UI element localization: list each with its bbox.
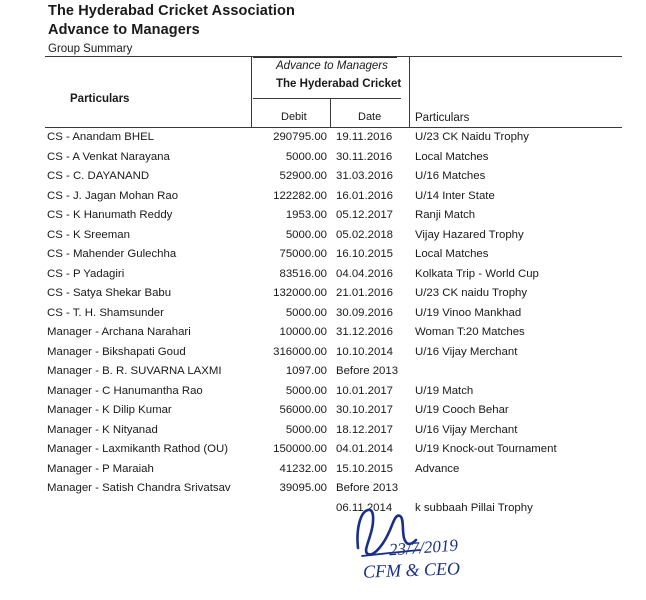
column-header-date: Date [358,111,382,123]
table-row [0,385,646,405]
cell-particulars-right: U/16 Vijay Merchant [415,423,518,436]
cell-particulars-right: k subbaah Pillai Trophy [415,501,533,514]
column-divider-middle [330,98,331,128]
table-row [0,443,646,463]
cell-date: 16.10.2015 [336,248,394,260]
cell-particulars-right: Local Matches [415,248,489,260]
cell-date: 31.12.2016 [336,326,394,338]
table-row [0,424,646,444]
cell-date: 16.01.2016 [336,189,394,202]
cell-date: 19.11.2016 [336,131,393,143]
cell-date: 30.09.2016 [336,306,394,319]
cell-debit: 1097.00 [285,365,327,377]
cell-debit: 316000.00 [273,345,327,358]
cell-particulars: CS - Satya Shekar Babu [47,287,172,299]
cell-debit: 5000.00 [285,423,327,436]
header-group-rule [253,57,397,58]
cell-particulars: Manager - Satish Chandra Srivatsav [47,482,231,494]
signature-role: CFM & CEO [362,558,461,582]
header-group-bold: The Hyderabad Cricket [276,78,402,90]
cell-particulars-right: Woman T:20 Matches [415,326,525,338]
cell-particulars-right: U/14 Inter State [415,189,495,202]
cell-debit: 5000.00 [285,384,327,397]
cell-particulars-right: Ranji Match [415,209,476,221]
cell-debit: 122282.00 [273,189,327,202]
cell-particulars-right: U/16 Matches [415,170,486,182]
cell-date: 30.10.2017 [336,404,394,416]
cell-particulars: CS - Anandam BHEL [47,131,154,143]
column-header-particulars-right: Particulars [415,112,470,124]
cell-debit: 39095.00 [279,482,327,494]
cell-date: 15.10.2015 [336,462,394,475]
cell-particulars: Manager - Laxmikanth Rathod (OU) [47,443,229,455]
table-row [0,209,646,229]
cell-particulars-right: Kolkata Trip - World Cup [415,267,539,280]
cell-particulars: CS - J. Jagan Mohan Rao [47,189,179,202]
cell-debit: 75000.00 [279,248,327,260]
cell-particulars-right: U/23 CK naidu Trophy [415,287,528,299]
cell-particulars: Manager - B. R. SUVARNA LAXMI [47,365,222,377]
cell-debit: 5000.00 [285,306,327,319]
cell-particulars: Manager - K Nityanad [47,423,158,436]
table-row [0,307,646,327]
table-row [0,131,646,151]
cell-particulars: Manager - C Hanumantha Rao [47,384,203,397]
header-bottom-rule [45,127,622,128]
table-row [0,326,646,346]
cell-date: 06.11.2014 [336,501,393,514]
cell-particulars-right: Advance [415,462,460,475]
cell-date: 21.01.2016 [336,287,394,299]
cell-date: 31.03.2016 [336,170,394,182]
cell-particulars-right: U/19 Match [415,384,474,397]
cell-date: 05.02.2018 [336,228,394,241]
cell-date: 04.04.2016 [336,267,394,280]
cell-debit: 1953.00 [285,209,327,221]
table-row [0,463,646,483]
cell-date: 04.01.2014 [336,443,394,455]
table-row [0,404,646,424]
cell-particulars: CS - T. H. Shamsunder [47,306,164,319]
cell-debit: 10000.00 [279,326,327,338]
column-divider-left [251,57,252,128]
cell-particulars-right: U/16 Vijay Merchant [415,345,518,358]
cell-debit: 150000.00 [273,443,327,455]
header-subrule [253,98,401,99]
table-row [0,268,646,288]
page-title: Advance to Managers [48,22,200,38]
cell-particulars: Manager - K Dilip Kumar [47,404,172,416]
cell-date: 05.12.2017 [336,209,394,221]
cell-debit: 5000.00 [285,228,327,241]
table-row [0,151,646,171]
column-header-debit: Debit [281,111,307,123]
cell-particulars: Manager - Archana Narahari [47,326,191,338]
cell-particulars-right: U/19 Vinoo Mankhad [415,306,522,319]
cell-debit: 56000.00 [279,404,327,416]
table-body [0,131,646,521]
cell-particulars-right: U/19 Knock-out Tournament [415,443,557,455]
column-header-particulars: Particulars [70,93,130,105]
cell-debit: 52900.00 [279,170,327,182]
cell-particulars: Manager - Bikshapati Goud [47,345,186,358]
table-row [0,248,646,268]
cell-debit: 132000.00 [273,287,327,299]
cell-particulars-right: Local Matches [415,150,489,163]
column-divider-right [409,57,410,128]
table-row [0,170,646,190]
document-subtitle: Group Summary [48,43,133,55]
cell-debit: 41232.00 [279,462,327,475]
table-row [0,287,646,307]
cell-particulars: Manager - P Maraiah [47,462,154,475]
cell-particulars: CS - C. DAYANAND [47,170,150,182]
cell-particulars-right: U/19 Cooch Behar [415,404,509,416]
cell-date: Before 2013 [336,365,399,377]
cell-particulars: CS - P Yadagiri [47,267,125,280]
cell-particulars: CS - Mahender Gulechha [47,248,177,260]
cell-date: 10.01.2017 [336,384,394,397]
cell-particulars: CS - K Hanumath Reddy [47,209,173,221]
cell-date: 10.10.2014 [336,345,394,358]
cell-particulars: CS - K Sreeman [47,228,130,241]
table-row [0,229,646,249]
header-group-italic: Advance to Managers [276,60,388,72]
cell-date: Before 2013 [336,482,399,494]
table-row [0,190,646,210]
cell-debit: 5000.00 [285,150,327,163]
table-row [0,365,646,385]
table-row [0,346,646,366]
signature-block [345,500,575,595]
cell-date: 18.12.2017 [336,423,394,436]
table-row [0,482,646,502]
cell-particulars-right: Vijay Hazared Trophy [415,228,524,241]
cell-debit: 83516.00 [279,267,327,280]
organization-title: The Hyderabad Cricket Association [48,3,295,19]
cell-particulars: CS - A Venkat Narayana [47,150,170,163]
signature-date: 23/7/2019 [388,535,459,560]
cell-debit: 290795.00 [273,131,327,143]
document-title-block [48,2,295,57]
cell-date: 30.11.2016 [336,150,393,163]
cell-particulars-right: U/23 CK Naidu Trophy [415,131,529,143]
